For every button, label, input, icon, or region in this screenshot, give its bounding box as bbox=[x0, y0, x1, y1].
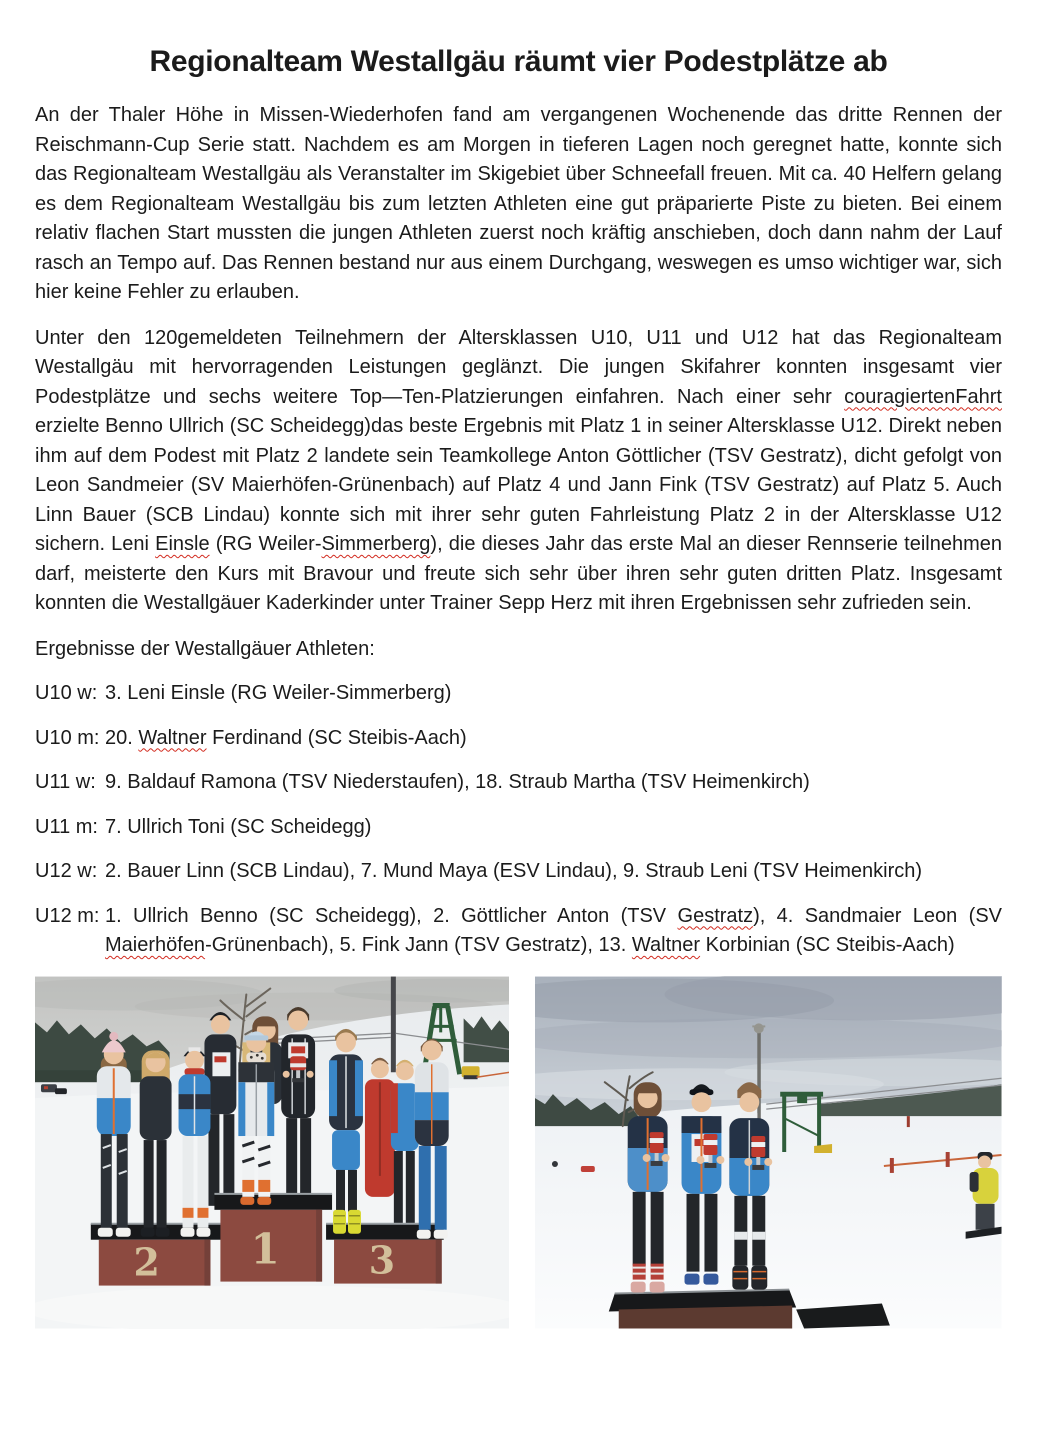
paragraph-2-segment: ), die dieses Jahr das erste Mal an dieser Rennserie teilnehmen darf, meisterte den Kurs mit Bravour und freute sich sehr über ihren sehr guten dritten Platz. Insgesamt konnten die Westallgäuer Kaderkinder unter Trainer Sepp Herz mit ihren Ergebnissen sehr zufrieden sein. bbox=[35, 533, 1002, 614]
podium-number-1: 1 bbox=[250, 1224, 280, 1274]
result-row-u12w bbox=[35, 857, 1002, 887]
misspelled-word: Einsle bbox=[155, 533, 210, 555]
result-label: U10 w: bbox=[35, 682, 98, 704]
misspelled-word: Waltner bbox=[631, 934, 701, 956]
misspelled-word: Maierhöfen bbox=[105, 934, 206, 956]
results-heading: Ergebnisse der Westallgäuer Athleten: bbox=[35, 637, 375, 660]
result-segment: -Grünenbach), 5. Fink Jann (TSV Gestratz), 13. bbox=[205, 934, 632, 956]
result-text: 2. Bauer Linn (SCB Lindau), 7. Mund Maya (ESV Lindau), 9. Straub Leni (TSV Heimenkirch) bbox=[105, 860, 923, 882]
result-segment: 1. Ullrich Benno (SC Scheidegg), 2. Göttlicher Anton (TSV bbox=[105, 904, 678, 927]
result-row-u10m bbox=[35, 724, 1002, 754]
result-label: U11 m: bbox=[35, 815, 98, 838]
podium-number-2: 2 bbox=[133, 1239, 160, 1285]
misspelled-word: Gestratz bbox=[677, 904, 754, 927]
result-text bbox=[105, 902, 1002, 961]
result-segment: 20. bbox=[105, 726, 139, 749]
result-segment: Korbinian (SC Steibis-Aach) bbox=[700, 934, 955, 956]
result-text: 3. Leni Einsle (RG Weiler-Simmerberg) bbox=[105, 682, 452, 704]
result-label: U12 w: bbox=[35, 860, 98, 882]
result-text: 7. Ullrich Toni (SC Scheidegg) bbox=[105, 815, 372, 838]
article-title: Regionalteam Westallgäu räumt vier Podestplätze ab bbox=[149, 45, 888, 78]
paragraph-2-segment: Unter den 120gemeldeten Teilnehmern der Altersklassen U10, U11 und U12 hat das Regionalteam Westallgäu mit hervorragenden Leistungen geglänzt. Die jungen Skifahrer konnten insgesamt vier Podestplätze und sechs weitere Top—Ten-Platzierungen einfahren. Nach einer sehr bbox=[35, 326, 1002, 408]
photo-row bbox=[35, 976, 1002, 1329]
misspelled-word: Waltner bbox=[138, 726, 207, 749]
podium-number-3: 3 bbox=[368, 1237, 396, 1283]
result-row-u12m bbox=[35, 902, 1002, 961]
photo-team-podium bbox=[35, 976, 509, 1329]
result-segment: Ferdinand (SC Steibis-Aach) bbox=[206, 726, 467, 749]
misspelled-word: Simmerberg bbox=[321, 533, 431, 555]
result-row-u11w bbox=[35, 768, 1002, 798]
misspelled-word: couragiertenFahrt bbox=[844, 385, 1002, 408]
paragraph-intro: An der Thaler Höhe in Missen-Wiederhofen fand am vergangenen Wochenende das dritte Rennen der Reischmann-Cup Serie statt. Nachdem es am Morgen in tieferen Lagen noch geregnet hatte, konnte sich das Regionalteam Westallgäu als Veranstalter im Skigebiet über Schneefall freuen. Mit ca. 40 Helfern gelang es dem Regionalteam Westallgäu bis zum letzten Athleten eine gut präparierte Piste zu bieten. Bei einem relativ flachen Start mussten die jungen Athleten zuerst noch kräftig anschieben, doch dann nahm der Lauf rasch an Tempo auf. Das Rennen bestand nur aus einem Durchgang, weswegen es umso wichtiger war, sich hier keine Fehler zu erlauben. bbox=[35, 104, 1002, 303]
result-label: U11 w: bbox=[35, 771, 96, 793]
photo-top-three-trophies bbox=[535, 976, 1002, 1329]
result-label: U10 m: bbox=[35, 726, 100, 749]
result-label: U12 m: bbox=[35, 904, 100, 927]
result-segment: ), 4. Sandmaier Leon (SV bbox=[753, 904, 1002, 927]
result-text bbox=[105, 724, 1002, 754]
paragraph-results-summary bbox=[35, 324, 1002, 619]
paragraph-2-segment: erzielte Benno Ullrich (SC Scheidegg)das beste Ergebnis mit Platz 1 in seiner Altersklasse U12. Direkt neben ihm auf dem Podest mit Platz 2 landete sein Teamkollege Anton Göttlicher (TSV Gestratz), dicht gefolgt von Leon Sandmeier (SV Maierhöfen-Grünenbach) auf Platz 4 und Jann Fink (TSV Gestratz) auf Platz 5. Auch Linn Bauer (SCB Lindau) konnte sich mit ihrer sehr guten Fahrleistung Platz 2 in der Altersklasse U12 sichern. Leni bbox=[35, 415, 1002, 555]
paragraph-2-segment: (RG Weiler- bbox=[209, 533, 322, 555]
result-row-u10w bbox=[35, 679, 1002, 709]
result-text: 9. Baldauf Ramona (TSV Niederstaufen), 18. Straub Martha (TSV Heimenkirch) bbox=[105, 771, 810, 793]
result-row-u11m bbox=[35, 813, 1002, 843]
